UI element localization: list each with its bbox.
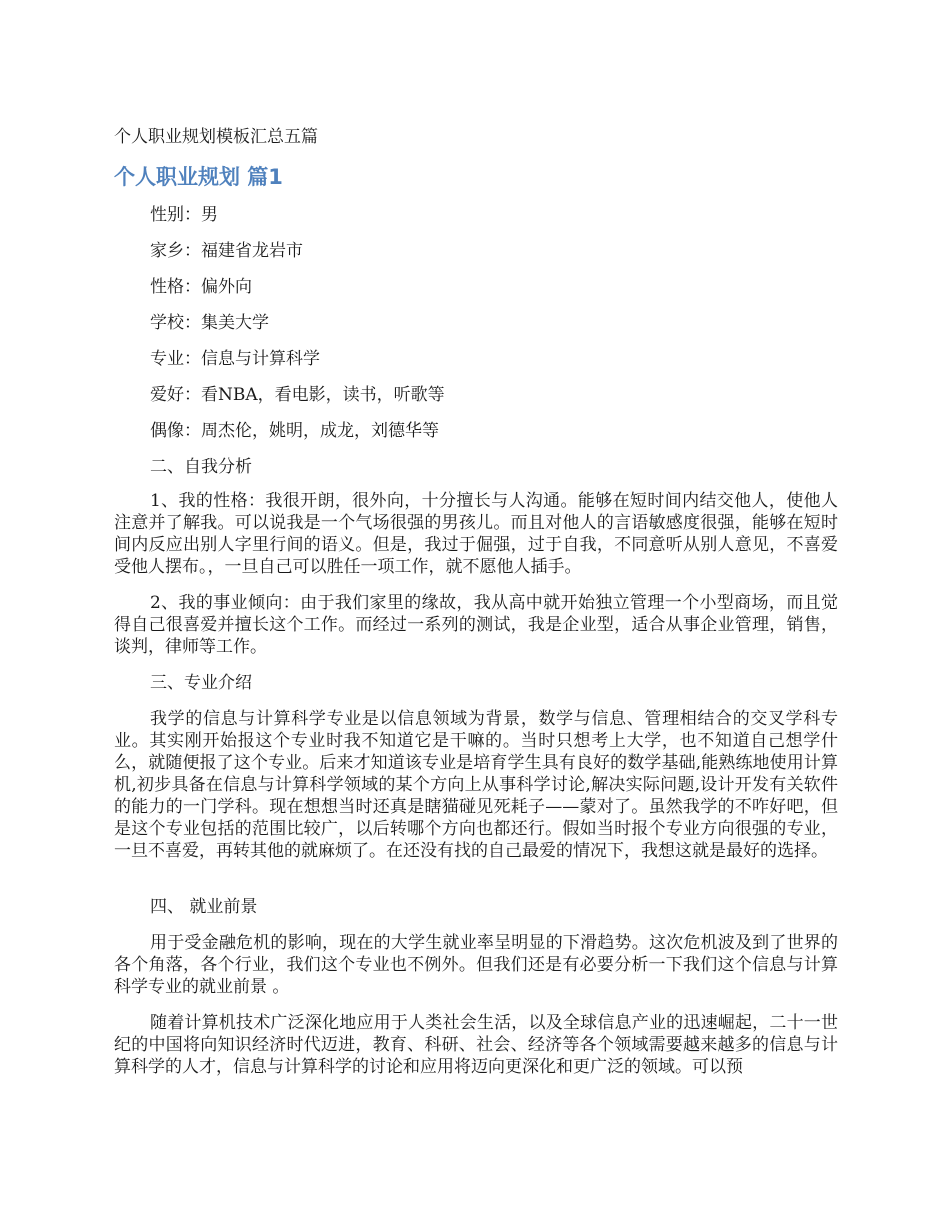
profile-personality: 性格：偏外向 — [150, 277, 252, 297]
paragraph-career: 2、我的事业倾向：由于我们家里的缘故，我从高中就开始独立管理一个小型商场，而且觉得自己很喜爱并擅长这个工作。而经过一系列的测试，我是企业型，适合从事企业管理，销售，谈判，律师等工作。 — [114, 593, 838, 657]
profile-major: 专业：信息与计算科学 — [150, 349, 320, 369]
profile-idols: 偶像：周杰伦，姚明，成龙，刘德华等 — [150, 421, 439, 441]
paragraph-personality: 1、我的性格：我很开朗，很外向，十分擅长与人沟通。能够在短时间内结交他人，使他人注意并了解我。可以说我是一个气场很强的男孩儿。而且对他人的言语敏感度很强，能够在短时间内反应出别人字里行间的语义。但是，我过于倔强，过于自我，不同意听从别人意见，不喜爱受他人摆布。，一旦自己可以胜任一项工作，就不愿他人插手。 — [114, 491, 838, 577]
document-title: 个人职业规划模板汇总五篇 — [114, 127, 318, 147]
profile-gender: 性别：男 — [150, 205, 218, 225]
heading-employment: 四、 就业前景 — [150, 897, 258, 917]
profile-hometown: 家乡：福建省龙岩市 — [150, 241, 303, 261]
paragraph-employment-2: 随着计算机技术广泛深化地应用于人类社会生活，以及全球信息产业的迅速崛起，二十一世纪的中国将向知识经济时代迈进，教育、科研、社会、经济等各个领域需要越来越多的信息与计算科学的人才，信息与计算科学的讨论和应用将迈向更深化和更广泛的领域。可以预 — [114, 1013, 838, 1077]
heading-major-intro: 三、专业介绍 — [150, 673, 252, 693]
paragraph-employment-1: 用于受金融危机的影响，现在的大学生就业率呈明显的下滑趋势。这次危机波及到了世界的各个角落，各个行业，我们这个专业也不例外。但我们还是有必要分析一下我们这个信息与计算科学专业的就业前景 。 — [114, 933, 838, 997]
profile-school: 学校：集美大学 — [150, 313, 269, 333]
paragraph-major-intro: 我学的信息与计算科学专业是以信息领域为背景，数学与信息、管理相结合的交叉学科专业。其实刚开始报这个专业时我不知道它是干嘛的。当时只想考上大学，也不知道自己想学什么，就随便报了这个专业。后来才知道该专业是培育学生具有良好的数学基础,能熟练地使用计算机,初步具备在信息与计算科学领域的某个方向上从事科学讨论,解决实际问题,设计开发有关软件的能力的一门学科。现在想想当时还真是瞎猫碰见死耗子——蒙对了。虽然我学的不咋好吧，但是这个专业包括的范围比较广，以后转哪个方向也都还行。假如当时报个专业方向很强的专业，一旦不喜爱，再转其他的就麻烦了。在还没有找的自己最爱的情况下，我想这就是最好的选择。 — [114, 709, 838, 861]
section-heading: 个人职业规划 篇1 — [114, 165, 283, 189]
profile-hobbies: 爱好：看NBA，看电影，读书，听歌等 — [150, 385, 445, 405]
heading-self-analysis: 二、自我分析 — [150, 457, 252, 477]
